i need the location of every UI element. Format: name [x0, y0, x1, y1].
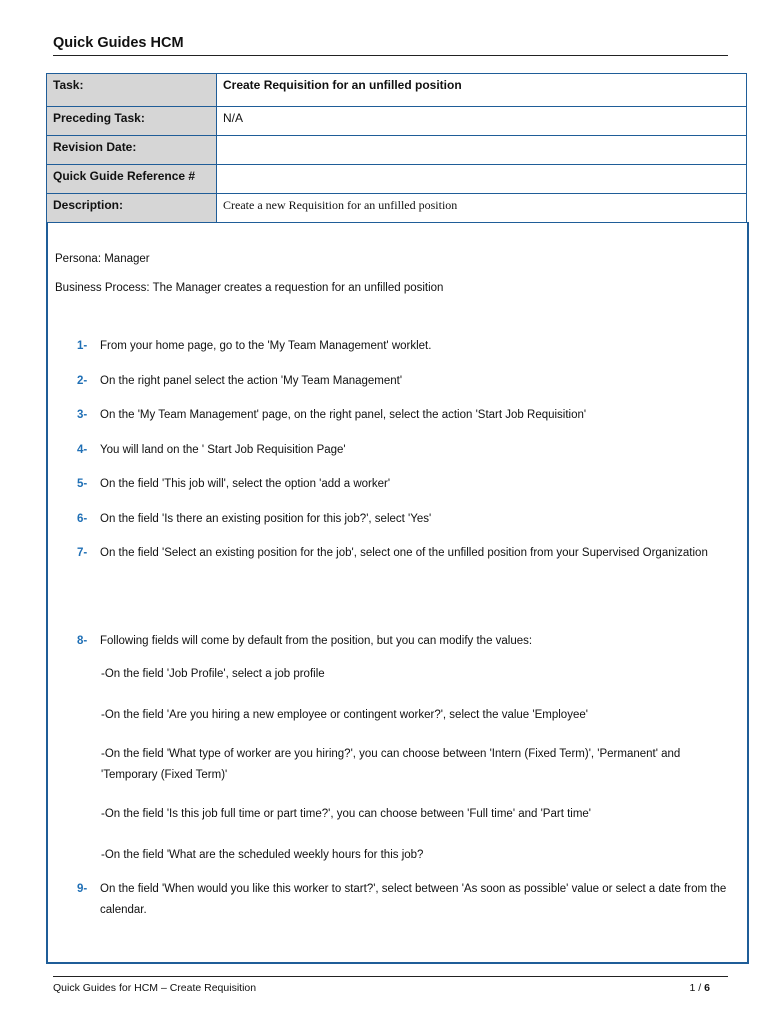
step-number: 1- [77, 340, 88, 352]
sub-item: -On the field 'What are the scheduled weekly hours for this job? [101, 849, 424, 861]
description-value: Create a new Requisition for an unfilled position [217, 194, 747, 223]
preceding-task-value: N/A [217, 107, 747, 136]
step-number: 2- [77, 375, 88, 387]
description-label: Description: [47, 194, 217, 223]
sub-item: -On the field 'What type of worker are you hiring?', you can choose between 'Intern (Fixed Term)', 'Permanent' and 'Temporary (Fixed Term)' [101, 748, 681, 781]
step-item [77, 474, 732, 495]
page-header-title: Quick Guides HCM [53, 35, 184, 51]
step-item [77, 371, 732, 392]
page-current: 1 / [689, 982, 702, 994]
task-label: Task: [47, 74, 217, 107]
step-number: 4- [77, 444, 88, 456]
info-row-reference [47, 165, 747, 194]
step-number: 6- [77, 513, 88, 525]
step-item [77, 336, 732, 357]
step-text: You will land on the ' Start Job Requisition Page' [100, 444, 346, 456]
business-process-text: Business Process: The Manager creates a requestion for an unfilled position [55, 282, 444, 294]
step-item [77, 509, 732, 530]
guide-info-table [46, 73, 747, 223]
sub-item: -On the field 'Are you hiring a new employee or contingent worker?', select the value 'Employee' [101, 709, 588, 721]
page-indicator [690, 982, 710, 994]
step-text: On the right panel select the action 'My Team Management' [100, 375, 403, 387]
step-text: On the field 'When would you like this worker to start?', select between 'As soon as possible' value or select a date from the calendar. [100, 883, 727, 916]
page-total: 6 [704, 982, 710, 994]
info-row-description [47, 194, 747, 223]
step-text: On the field 'Is there an existing position for this job?', select 'Yes' [100, 513, 432, 525]
task-value: Create Requisition for an unfilled position [217, 74, 747, 107]
instructions-box [46, 222, 749, 964]
step-number: 5- [77, 478, 88, 490]
footer-document-title: Quick Guides for HCM – Create Requisition [53, 982, 257, 994]
step-text: From your home page, go to the 'My Team Management' worklet. [100, 340, 432, 352]
step-item [77, 631, 732, 652]
sub-item: -On the field 'Is this job full time or part time?', you can choose between 'Full time' and 'Part time' [101, 808, 592, 820]
step-number: 9- [77, 883, 88, 895]
footer-divider [53, 976, 728, 977]
info-row-task [47, 74, 747, 107]
step-text: On the field 'Select an existing position for the job', select one of the unfilled position from your Supervised Organization [100, 547, 708, 559]
preceding-task-label: Preceding Task: [47, 107, 217, 136]
sub-item: -On the field 'Job Profile', select a job profile [101, 668, 325, 680]
step-text: On the field 'This job will', select the option 'add a worker' [100, 478, 391, 490]
revision-date-value [217, 136, 747, 165]
step-item [77, 405, 732, 426]
step-item [77, 440, 732, 461]
step-number: 7- [77, 547, 88, 559]
step-text: On the 'My Team Management' page, on the right panel, select the action 'Start Job Requisition' [100, 409, 587, 421]
step-item [77, 543, 732, 564]
reference-label: Quick Guide Reference # [47, 165, 217, 194]
step-number: 8- [77, 635, 88, 647]
reference-value [217, 165, 747, 194]
header-divider [53, 55, 728, 56]
info-row-preceding [47, 107, 747, 136]
step-item [77, 879, 732, 921]
step-number: 3- [77, 409, 88, 421]
revision-date-label: Revision Date: [47, 136, 217, 165]
info-row-revision [47, 136, 747, 165]
persona-text: Persona: Manager [55, 253, 150, 265]
step-text: Following fields will come by default from the position, but you can modify the values: [100, 635, 533, 647]
